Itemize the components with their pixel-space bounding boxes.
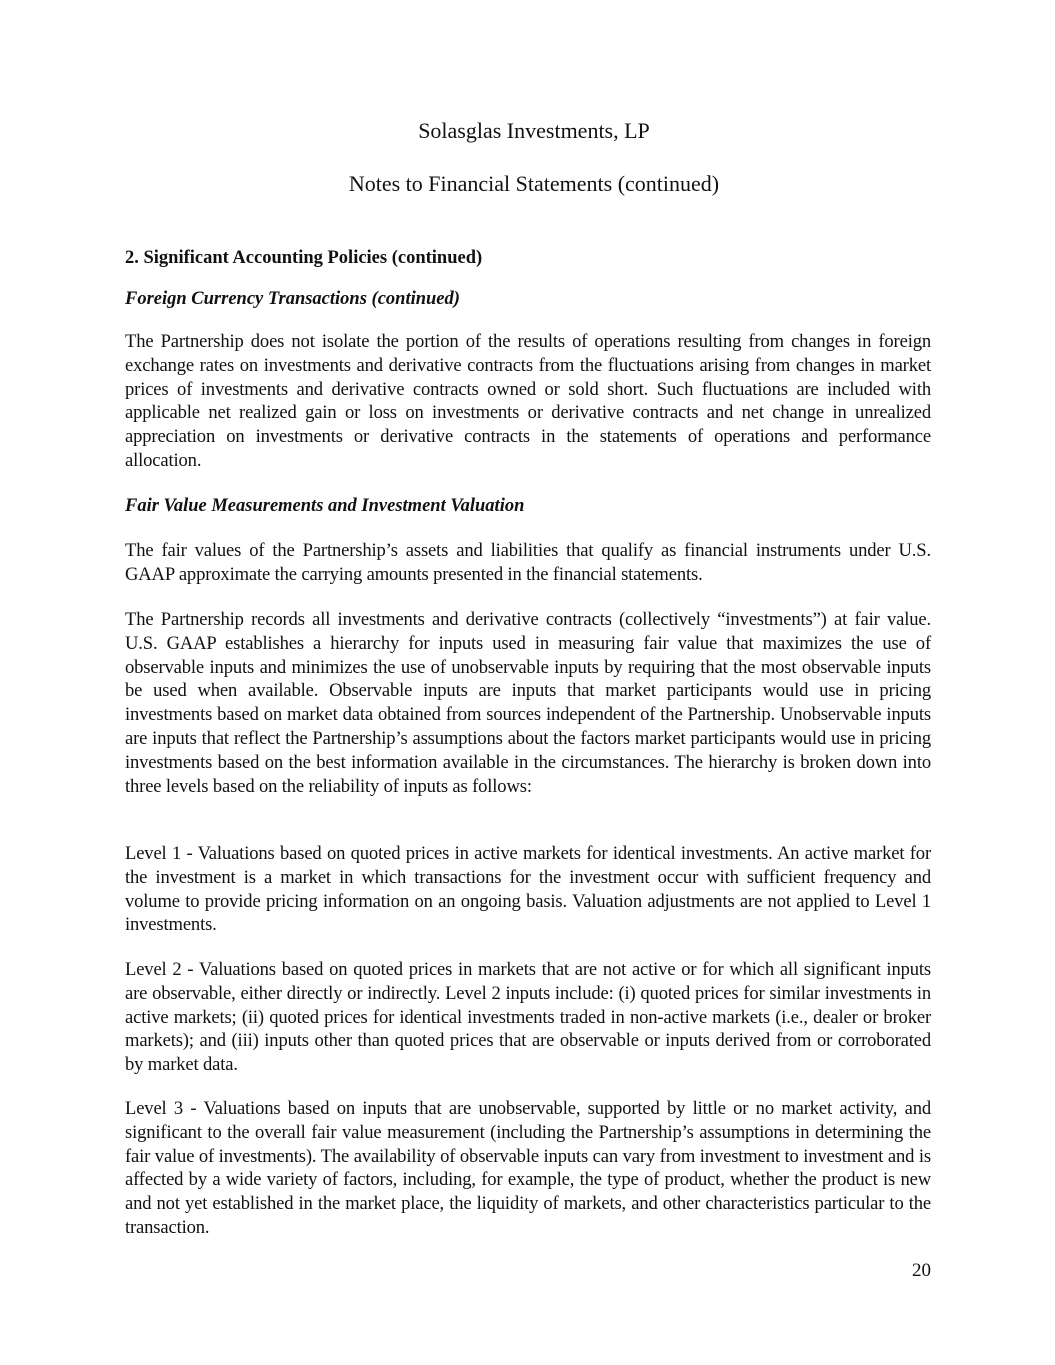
subheading-fair-value: Fair Value Measurements and Investment Valuation — [125, 496, 525, 516]
paragraph-hierarchy: The Partnership records all investments and derivative contracts (collectively “investments”) at fair value. U.S. GAAP establishes a hierarchy for inputs used in measuring fair value that maximizes the use of observable inputs and minimizes the use of unobservable inputs by requiring that the most observable inputs be used when available. Observable inputs are inputs that market participants would use in pricing investments based on market data obtained from sources independent of the Partnership. Unobservable inputs are inputs that reflect the Partnership’s assumptions about the factors market participants would use in pricing investments based on the best information available in the circumstances. The hierarchy is broken down into three levels based on the reliability of inputs as follows: — [125, 609, 931, 797]
company-name: Solasglas Investments, LP — [418, 118, 650, 143]
paragraph-fair-values: The fair values of the Partnership’s assets and liabilities that qualify as financial instruments under U.S. GAAP approximate the carrying amounts presented in the financial statements. — [125, 540, 931, 585]
subheading-foreign-currency: Foreign Currency Transactions (continued) — [125, 289, 460, 309]
section-heading: 2. Significant Accounting Policies (continued) — [125, 248, 483, 268]
page-number: 20 — [912, 1260, 931, 1281]
paragraph-level-3: Level 3 - Valuations based on inputs that are unobservable, supported by little or no market activity, and significant to the overall fair value measurement (including the Partnership’s assumptions in determining the fair value of investments). The availability of observable inputs can vary from investment to investment and is affected by a wide variety of factors, including, for example, the type of product, whether the product is new and not yet established in the market place, the liquidity of markets, and other characteristics particular to the transaction. — [125, 1098, 931, 1238]
paragraph-level-2: Level 2 - Valuations based on quoted prices in markets that are not active or for which all significant inputs are observable, either directly or indirectly. Level 2 inputs include: (i) quoted prices for similar investments in active markets; (ii) quoted prices for identical investments traded in non-active markets (i.e., dealer or broker markets); and (iii) inputs other than quoted prices that are observable or inputs derived from or corroborated by market data. — [125, 959, 931, 1076]
paragraph-foreign-currency: The Partnership does not isolate the portion of the results of operations resulting from changes in foreign exchange rates on investments and derivative contracts from the fluctuations arising from changes in market prices of investments and derivative contracts owned or sold short. Such fluctuations are included with applicable net realized gain or loss on investments or derivative contracts and net change in unrealized appreciation on investments or derivative contracts in the statements of operations and performance allocation. — [125, 331, 931, 471]
paragraph-level-1: Level 1 - Valuations based on quoted prices in active markets for identical investments. An active market for the investment is a market in which transactions for the investment occur with sufficient frequency and volume to provide pricing information on an ongoing basis. Valuation adjustments are not applied to Level 1 investments. — [125, 843, 931, 936]
document-title: Notes to Financial Statements (continued) — [348, 171, 720, 196]
